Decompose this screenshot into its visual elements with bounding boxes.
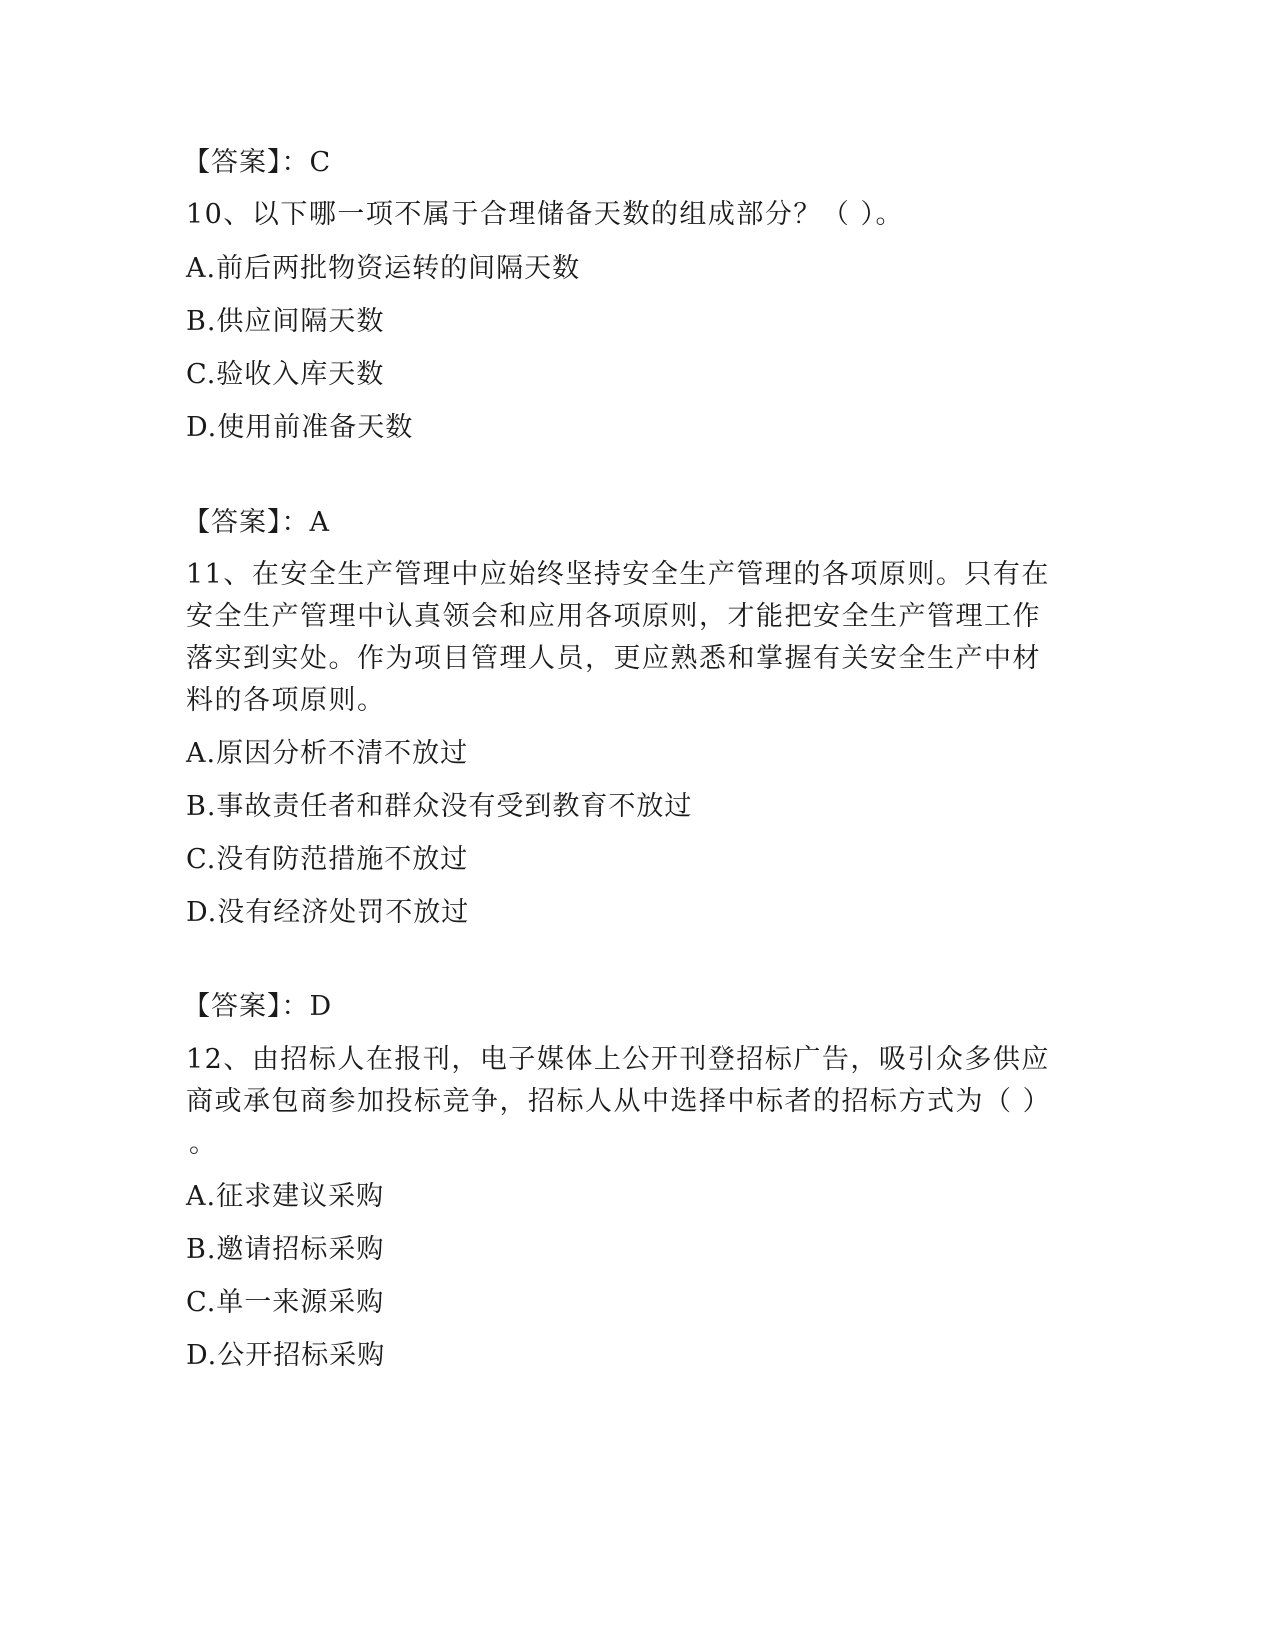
question-10-option-a: A.前后两批物资运转的间隔天数 (186, 253, 581, 284)
question-12-option-b: B.邀请招标采购 (186, 1234, 385, 1265)
answer-label: 【答案】：A (183, 507, 330, 538)
question-10-option-b: B.供应间隔天数 (186, 306, 385, 337)
question-11-option-d: D.没有经济处罚不放过 (186, 897, 470, 928)
question-12-stem-line-1: 12、由招标人在报刊，电子媒体上公开刊登招标广告，吸引众多供应 (186, 1044, 1050, 1075)
question-10-option-d: D.使用前准备天数 (186, 412, 414, 443)
question-12-option-d: D.公开招标采购 (186, 1340, 386, 1371)
question-11-stem-line-4: 料的各项原则。 (186, 685, 386, 716)
answer-label: 【答案】：D (183, 991, 333, 1022)
question-11-stem-line-3: 落实到实处。作为项目管理人员，更应熟悉和掌握有关安全生产中材 (186, 643, 1041, 674)
question-10-stem: 10、以下哪一项不属于合理储备天数的组成部分？（ ）。 (186, 199, 904, 230)
question-12-option-c: C.单一来源采购 (186, 1287, 385, 1318)
answer-label: 【答案】：C (183, 147, 332, 178)
question-11-option-a: A.原因分析不清不放过 (186, 738, 469, 769)
question-12-option-a: A.征求建议采购 (186, 1181, 385, 1212)
question-11-option-c: C.没有防范措施不放过 (186, 844, 469, 875)
question-11-stem-line-1: 11、在安全生产管理中应始终坚持安全生产管理的各项原则。只有在 (186, 559, 1050, 590)
question-11-option-b: B.事故责任者和群众没有受到教育不放过 (186, 791, 693, 822)
question-12-stem-line-3: 。 (189, 1128, 216, 1159)
question-12-stem-line-2: 商或承包商参加投标竞争，招标人从中选择中标者的招标方式为（ ） (186, 1086, 1052, 1117)
question-11-stem-line-2: 安全生产管理中认真领会和应用各项原则，才能把安全生产管理工作 (186, 601, 1041, 632)
question-10-option-c: C.验收入库天数 (186, 359, 385, 390)
